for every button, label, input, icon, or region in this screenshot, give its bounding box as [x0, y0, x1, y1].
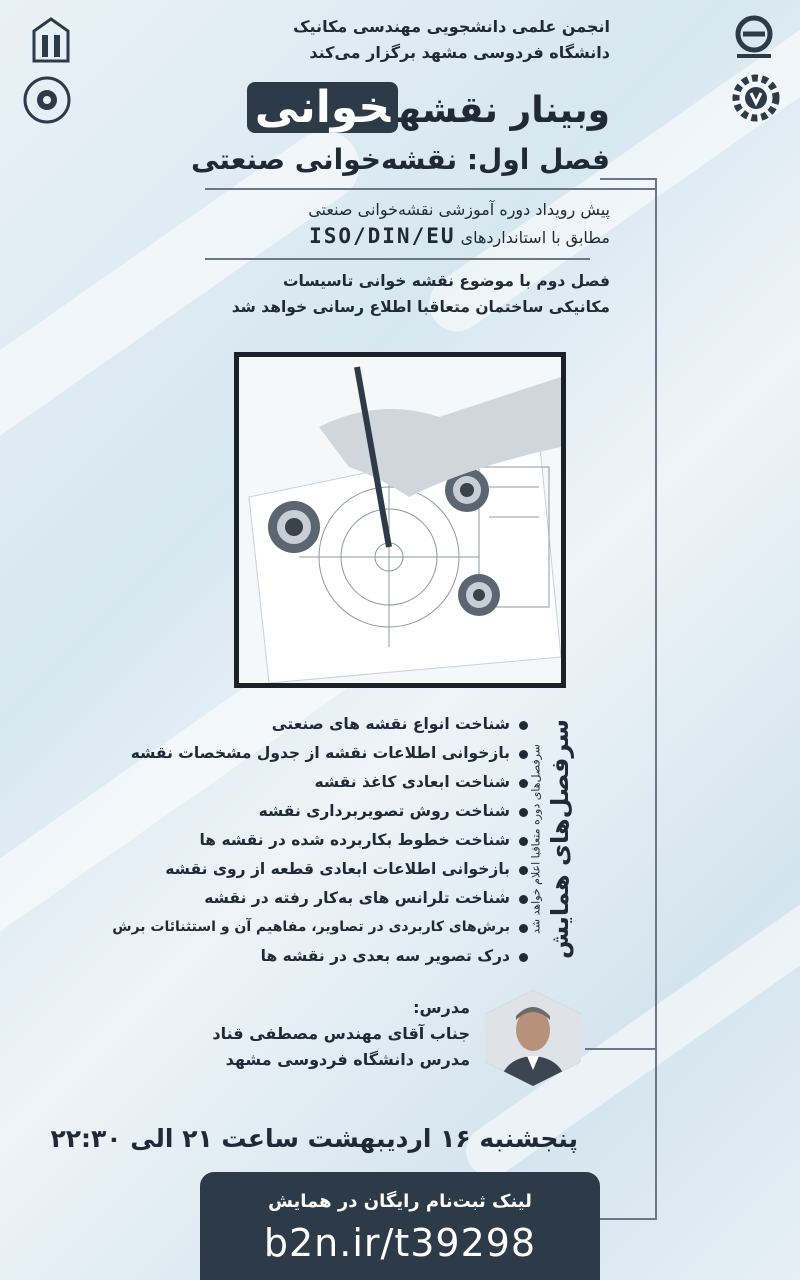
organizer-text — [190, 14, 610, 66]
registration-link-button[interactable] — [200, 1172, 600, 1280]
syllabus-list — [110, 710, 530, 971]
organizer-line-2: دانشگاه فردوسی مشهد برگزار می‌کند — [309, 43, 610, 62]
connector-top — [600, 178, 657, 180]
title-part-2: خوانی — [247, 82, 398, 133]
standards-label: ISO/DIN/EU — [309, 224, 456, 248]
connector-instructor — [585, 1048, 657, 1050]
registration-label: لینک ثبت‌نام رایگان در همایش — [268, 1191, 532, 1212]
syllabus-item: برش‌های کاربردی در تصاویر، مفاهیم آن و استثنائات برش — [110, 913, 530, 942]
organizer-line-1: انجمن علمی دانشجویی مهندسی مکانیک — [293, 17, 610, 36]
bearing-bottom-icon — [458, 574, 500, 616]
syllabus-item: بازخوانی اطلاعات نقشه از جدول مشخصات نقشه — [110, 739, 530, 768]
university-logo-left-top — [22, 10, 80, 70]
bearing-left-icon — [268, 501, 320, 553]
connector-vertical — [655, 178, 657, 1218]
syllabus-note: سرفصل‌های دوره متعاقبا اعلام خواهد شد — [529, 744, 543, 934]
syllabus-item: شناخت تلرانس های به‌کار رفته در نقشه — [110, 884, 530, 913]
intro-block — [190, 198, 610, 252]
instructor-name: جناب آقای مهندس مصطفی قناد — [212, 1024, 470, 1043]
event-schedule: پنجشنبه ۱۶ اردیبهشت ساعت ۲۱ الی ۲۲:۳۰ — [50, 1124, 578, 1153]
intro-line-2: مطابق با استانداردهای — [460, 228, 610, 247]
syllabus-item: بازخوانی اطلاعات ابعادی قطعه از روی نقشه — [110, 855, 530, 884]
syllabus-item: شناخت روش تصویربرداری نقشه — [110, 797, 530, 826]
webinar-title — [150, 82, 610, 133]
syllabus-heading: سرفصل‌های همایش — [546, 719, 574, 959]
syllabus-item: درک تصویر سه بعدی در نقشه ها — [110, 942, 530, 971]
intro-line-1: پیش رویداد دوره آموزشی نقشه‌خوانی صنعتی — [308, 200, 610, 219]
syllabus-item: شناخت انواع نقشه های صنعتی — [110, 710, 530, 739]
mechanical-engineering-gear-logo — [728, 70, 784, 126]
syllabus-heading-block — [530, 712, 590, 967]
syllabus-item: شناخت خطوط بکاربرده شده در نقشه ها — [110, 826, 530, 855]
ferdowsi-logo-right-top — [722, 8, 786, 66]
next-chapter-line-2: مکانیکی ساختمان متعاقبا اطلاع رسانی خواهد شد — [231, 298, 610, 316]
hero-illustration — [234, 352, 566, 688]
instructor-role: مدرس دانشگاه فردوسی مشهد — [225, 1050, 470, 1069]
next-chapter-line-1: فصل دوم با موضوع نقشه خوانی تاسیسات — [282, 272, 610, 290]
webinar-subtitle: فصل اول: نقشه‌خوانی صنعتی — [190, 143, 610, 176]
instructor-label: مدرس: — [413, 998, 470, 1017]
syllabus-item: شناخت ابعادی کاغذ نقشه — [110, 768, 530, 797]
title-divider — [205, 188, 655, 190]
connector-bottom — [600, 1218, 657, 1220]
instructor-info — [170, 995, 470, 1073]
next-chapter-note — [170, 268, 610, 320]
registration-url[interactable]: b2n.ir/t39298 — [263, 1221, 537, 1265]
title-part-1: وبینار نقشه — [398, 90, 610, 131]
intro-divider — [205, 258, 590, 260]
association-logo-left-bottom — [14, 70, 80, 130]
